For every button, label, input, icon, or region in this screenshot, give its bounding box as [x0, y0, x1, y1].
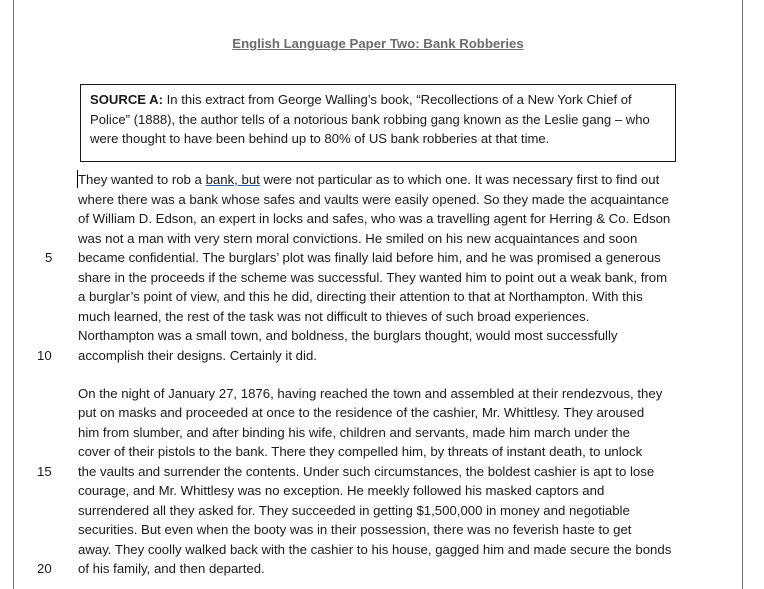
extract-line[interactable]: courage, and Mr. Whittlesy was no exception. He meekly followed his masked captors and — [78, 483, 605, 498]
extract-line-start: They wanted to rob a — [78, 172, 206, 187]
line-number: 15 — [37, 463, 52, 479]
extract-line[interactable]: much learned, the rest of the task was not difficult to thieves of such broad experiences. — [78, 308, 590, 324]
extract-line[interactable]: away. They coolly walked back with the cashier to his house, gagged him and made secure the bonds — [78, 541, 672, 557]
line-number: 10 — [37, 347, 52, 363]
source-line: were thought to have been behind up to 80% of US bank robberies at that time. — [90, 131, 550, 147]
extract-line[interactable]: him from slumber, and after binding his wife, children and servants, made him march under the — [78, 424, 630, 440]
page-right-edge — [742, 0, 743, 589]
source-line: In this extract from George Walling’s book, “Recollections of a New York Chief of — [163, 92, 632, 107]
extract-line[interactable]: became confidential. The burglars’ plot was finally laid before him, and he was promised a generous — [78, 250, 661, 265]
extract-line-end: were not particular as to which one. It was necessary first to find out — [259, 172, 660, 187]
extract-line[interactable]: where there was a bank whose safes and vaults were easily opened. So they made the acquaintance — [78, 191, 669, 207]
grammar-underline[interactable]: bank, but — [205, 172, 260, 187]
line-number: 20 — [37, 561, 52, 576]
document-title: English Language Paper Two: Bank Robberies — [232, 36, 524, 51]
extract-line[interactable]: was not a man with very stern moral convictions. He smiled on his new acquaintances and soon — [78, 230, 638, 246]
source-a-box — [80, 84, 676, 162]
extract-line[interactable]: of his family, and then departed. — [78, 561, 265, 576]
extract-line[interactable]: cover of their pistols to the bank. There they compelled him, by threats of instant death, to unlock — [78, 444, 643, 459]
extract-line[interactable]: surrendered all they asked for. They succeeded in getting $1,500,000 in money and negotiable — [78, 502, 630, 518]
extract-line[interactable]: the vaults and surrender the contents. Under such circumstances, the boldest cashier is apt to lose — [78, 463, 655, 479]
extract-line[interactable]: securities. But even when the booty was in their possession, there was no feverish haste to get — [78, 522, 632, 537]
extract-line[interactable]: share in the proceeds if the scheme was successful. They wanted him to point out a weak bank, from — [78, 269, 668, 285]
extract-line[interactable]: of William D. Edson, an expert in locks and safes, who was a travelling agent for Herring & Co. Edson — [78, 211, 671, 226]
page-left-edge — [13, 0, 14, 589]
extract-line[interactable]: Northampton was a small town, and boldness, the burglars thought, would most successfully — [78, 328, 618, 343]
extract-line[interactable]: accomplish their designs. Certainly it did. — [78, 347, 317, 363]
extract-line[interactable]: On the night of January 27, 1876, having reached the town and assembled at their rendezvous, they — [78, 385, 663, 401]
extract-line[interactable]: a burglar’s point of view, and this he did, directing their attention to that at Northampton. With this — [78, 289, 643, 304]
source-label: SOURCE A: — [90, 92, 163, 107]
extract-line[interactable] — [78, 170, 659, 189]
source-line: Police” (1888), the author tells of a notorious bank robbing gang known as the Leslie gang – who — [90, 111, 650, 127]
line-number: 5 — [45, 250, 53, 265]
extract-line[interactable]: put on masks and proceeded at once to the residence of the cashier, Mr. Whittlesy. They aroused — [78, 405, 645, 420]
